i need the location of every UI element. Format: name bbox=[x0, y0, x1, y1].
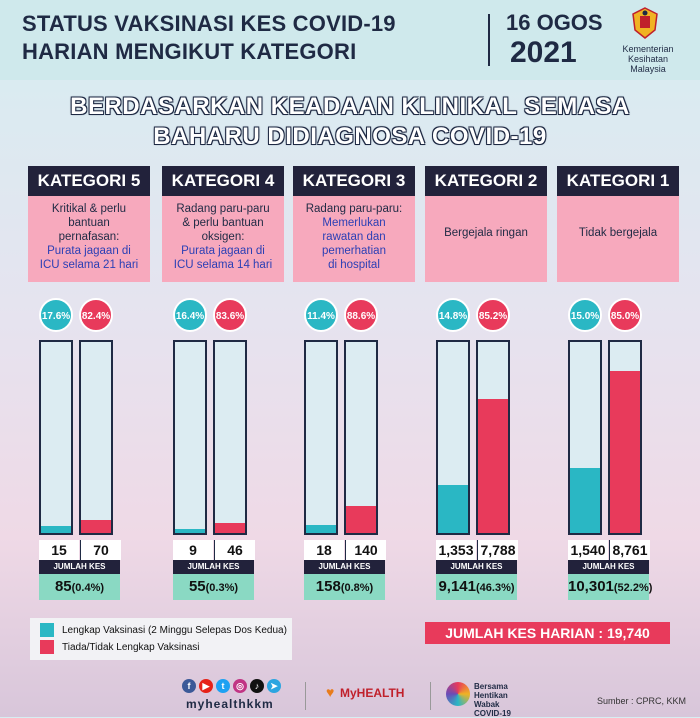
count-unvaccinated: 140 bbox=[345, 540, 386, 560]
subtitle-line-2: BAHARU DIDIAGNOSA COVID-19 bbox=[153, 123, 547, 150]
bar-vaccinated bbox=[568, 340, 602, 535]
category-total-percent: (52.2%) bbox=[613, 582, 653, 594]
social-handle[interactable]: myhealthkkm bbox=[186, 697, 274, 711]
bar-fill-vaccinated bbox=[438, 485, 468, 533]
count-vaccinated: 18 bbox=[304, 540, 344, 560]
totals-label: JUMLAH KES bbox=[173, 560, 254, 574]
footer-divider bbox=[430, 682, 431, 710]
category-total-value: 10,301 bbox=[568, 578, 614, 595]
description-note: rawatan dan bbox=[322, 231, 386, 243]
totals-label: JUMLAH KES bbox=[568, 560, 649, 574]
category-total-percent: (46.3%) bbox=[476, 582, 515, 594]
legend-swatch-unvaccinated bbox=[40, 640, 54, 654]
legend-label-unvaccinated: Tiada/Tidak Lengkap Vaksinasi bbox=[62, 642, 200, 653]
category-header: KATEGORI 3 bbox=[293, 166, 415, 196]
description-note: ICU selama 14 hari bbox=[173, 259, 273, 271]
youtube-icon[interactable]: ▶ bbox=[199, 679, 213, 693]
description-note: Purata jagaan di bbox=[47, 245, 131, 257]
description-line: Tidak bergejala bbox=[578, 227, 658, 239]
myhealth-logo-text: MyHEALTH bbox=[340, 686, 405, 700]
legend-swatch-vaccinated bbox=[40, 623, 54, 637]
description-line: pernafasan: bbox=[58, 231, 120, 243]
count-unvaccinated: 7,788 bbox=[477, 540, 518, 560]
count-unvaccinated: 46 bbox=[214, 540, 255, 560]
category-total-value: 85 bbox=[54, 578, 72, 595]
description-note: ICU selama 21 hari bbox=[39, 259, 139, 271]
totals-label: JUMLAH KES bbox=[436, 560, 517, 574]
category-header: KATEGORI 1 bbox=[557, 166, 679, 196]
category-total-value: 55 bbox=[188, 578, 206, 595]
legend-item-vaccinated bbox=[40, 623, 287, 639]
bar-fill-vaccinated bbox=[41, 526, 71, 533]
percent-badge-vaccinated: 15.0% bbox=[568, 298, 602, 332]
category-description bbox=[425, 196, 547, 282]
bar-fill-unvaccinated bbox=[215, 523, 245, 533]
category-panel bbox=[293, 166, 415, 282]
bar-fill-unvaccinated bbox=[81, 520, 111, 533]
ministry-name: Kementerian Kesihatan Malaysia bbox=[622, 44, 674, 74]
source-note: Sumber : CPRC, KKM bbox=[596, 696, 686, 706]
page-title bbox=[22, 10, 396, 66]
category-panel bbox=[28, 166, 150, 282]
bar-fill-vaccinated bbox=[306, 525, 336, 533]
category-total-percent: (0.4%) bbox=[71, 582, 105, 594]
bar-unvaccinated bbox=[79, 340, 113, 535]
description-line: & perlu bantuan bbox=[182, 217, 264, 229]
category-total-value: 158 bbox=[315, 578, 341, 595]
category-description bbox=[28, 196, 150, 282]
description-line: bantuan bbox=[68, 217, 110, 229]
percent-badge-vaccinated: 14.8% bbox=[436, 298, 470, 332]
facebook-icon[interactable]: f bbox=[182, 679, 196, 693]
category-description bbox=[162, 196, 284, 282]
category-header: KATEGORI 4 bbox=[162, 166, 284, 196]
date-year: 2021 bbox=[510, 36, 577, 69]
description-line: Radang paru-paru bbox=[176, 203, 270, 215]
footer-divider bbox=[305, 682, 306, 710]
description-line: oksigen: bbox=[201, 231, 245, 243]
count-unvaccinated: 70 bbox=[80, 540, 121, 560]
description-note: pemerhatian bbox=[322, 245, 386, 257]
category-total-percent: (0.3%) bbox=[205, 582, 239, 594]
ministry-crest-icon bbox=[630, 6, 660, 40]
bar-fill-unvaccinated bbox=[610, 371, 640, 533]
totals-label: JUMLAH KES bbox=[39, 560, 120, 574]
bar-unvaccinated bbox=[213, 340, 247, 535]
category-header: KATEGORI 2 bbox=[425, 166, 547, 196]
bhw-logo-icon bbox=[446, 682, 470, 706]
bar-unvaccinated bbox=[608, 340, 642, 535]
count-vaccinated: 9 bbox=[173, 540, 213, 560]
bar-vaccinated bbox=[39, 340, 73, 535]
bar-vaccinated bbox=[304, 340, 338, 535]
legend bbox=[30, 618, 292, 660]
legend-item-unvaccinated bbox=[40, 640, 200, 656]
count-vaccinated: 15 bbox=[39, 540, 79, 560]
bar-fill-unvaccinated bbox=[478, 399, 508, 533]
description-line: Bergejala ringan bbox=[444, 227, 528, 239]
category-panel bbox=[425, 166, 547, 282]
category-total-value: 9,141 bbox=[438, 578, 476, 595]
bar-vaccinated bbox=[173, 340, 207, 535]
bar-fill-vaccinated bbox=[570, 468, 600, 533]
percent-badge-unvaccinated: 82.4% bbox=[79, 298, 113, 332]
category-total bbox=[568, 574, 653, 600]
description-note: di hospital bbox=[328, 259, 380, 271]
bar-fill-vaccinated bbox=[175, 529, 205, 533]
description-line: Kritikal & perlu bbox=[51, 203, 127, 215]
description-line: Radang paru-paru: bbox=[305, 203, 403, 215]
percent-badge-vaccinated: 17.6% bbox=[39, 298, 73, 332]
myhealth-logo-icon: ♥ bbox=[326, 684, 335, 700]
description-note: Memerlukan bbox=[322, 217, 386, 229]
count-unvaccinated: 8,761 bbox=[609, 540, 650, 560]
title-line-2: HARIAN MENGIKUT KATEGORI bbox=[22, 39, 357, 64]
percent-badge-unvaccinated: 83.6% bbox=[213, 298, 247, 332]
percent-badge-vaccinated: 16.4% bbox=[173, 298, 207, 332]
legend-label-vaccinated: Lengkap Vaksinasi (2 Minggu Selepas Dos Kedua) bbox=[62, 625, 287, 636]
bar-unvaccinated bbox=[476, 340, 510, 535]
description-note: Purata jagaan di bbox=[181, 245, 265, 257]
subtitle bbox=[0, 92, 700, 152]
tiktok-icon[interactable]: ♪ bbox=[250, 679, 264, 693]
category-panel bbox=[162, 166, 284, 282]
percent-badge-unvaccinated: 88.6% bbox=[344, 298, 378, 332]
twitter-icon[interactable]: t bbox=[216, 679, 230, 693]
category-total-percent: (0.8%) bbox=[340, 582, 374, 594]
telegram-icon[interactable]: ➤ bbox=[267, 679, 281, 693]
percent-badge-unvaccinated: 85.0% bbox=[608, 298, 642, 332]
category-panel bbox=[557, 166, 679, 282]
daily-total-banner: JUMLAH KES HARIAN : 19,740 bbox=[425, 622, 670, 644]
instagram-icon[interactable]: ◎ bbox=[233, 679, 247, 693]
title-line-1: STATUS VAKSINASI KES COVID-19 bbox=[22, 11, 396, 36]
percent-badge-vaccinated: 11.4% bbox=[304, 298, 338, 332]
date-day-month: 16 OGOS bbox=[506, 10, 603, 35]
header-divider bbox=[488, 14, 490, 66]
category-description bbox=[557, 196, 679, 282]
category-description bbox=[293, 196, 415, 282]
category-total bbox=[39, 574, 120, 600]
category-header: KATEGORI 5 bbox=[28, 166, 150, 196]
count-vaccinated: 1,540 bbox=[568, 540, 608, 560]
bar-fill-unvaccinated bbox=[346, 506, 376, 533]
category-total bbox=[436, 574, 517, 600]
subtitle-line-1: BERDASARKAN KEADAAN KLINIKAL SEMASA bbox=[70, 93, 630, 120]
bhw-logo-text: Bersama Hentikan Wabak COVID-19 bbox=[474, 682, 511, 718]
category-total bbox=[173, 574, 254, 600]
bar-unvaccinated bbox=[344, 340, 378, 535]
bar-vaccinated bbox=[436, 340, 470, 535]
count-vaccinated: 1,353 bbox=[436, 540, 476, 560]
percent-badge-unvaccinated: 85.2% bbox=[476, 298, 510, 332]
category-total bbox=[304, 574, 385, 600]
totals-label: JUMLAH KES bbox=[304, 560, 385, 574]
